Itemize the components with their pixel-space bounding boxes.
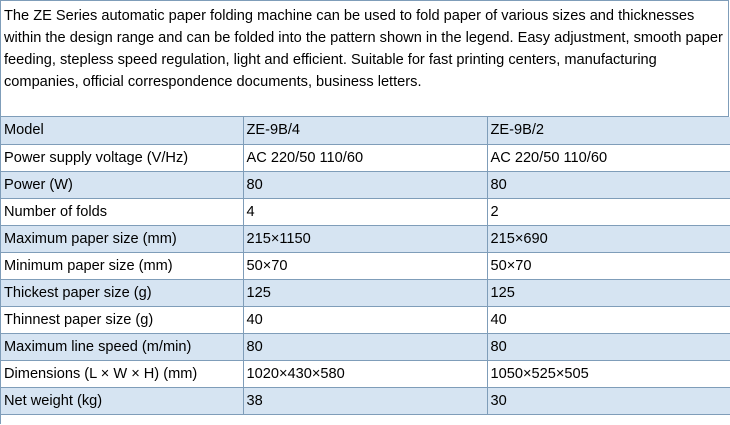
spec-label: Net weight (kg) [1, 387, 243, 414]
spec-value-model-1: 80 [243, 171, 487, 198]
spec-value-model-2: 215×690 [487, 225, 730, 252]
table-row [1, 171, 730, 198]
table-row [1, 333, 730, 360]
spec-value-model-2: AC 220/50 110/60 [487, 144, 730, 171]
spec-value-model-2: 40 [487, 306, 730, 333]
spec-value-model-1: 1020×430×580 [243, 360, 487, 387]
spec-value-model-2: 30 [487, 387, 730, 414]
table-row [1, 225, 730, 252]
spec-label: Thickest paper size (g) [1, 279, 243, 306]
spec-label: Dimensions (L × W × H) (mm) [1, 360, 243, 387]
intro-text: The ZE Series automatic paper folding machine can be used to fold paper of various sizes and thicknesses within the design range and can be folded into the pattern shown in the legend. Easy adjustment, smooth paper feeding, stepless speed regulation, light and efficient. Suitable for fast printing centers, manufacturing companies, official correspondence documents, business letters. [1, 1, 729, 117]
spec-value-model-2: 2 [487, 198, 730, 225]
spec-value-model-1: AC 220/50 110/60 [243, 144, 487, 171]
table-row [1, 117, 730, 144]
spec-value-model-1: 4 [243, 198, 487, 225]
table-row [1, 252, 730, 279]
table-row [1, 144, 730, 171]
spec-value-model-1: 50×70 [243, 252, 487, 279]
spec-value-model-1: 38 [243, 387, 487, 414]
spec-value-model-1: 80 [243, 333, 487, 360]
spec-value-model-2: 50×70 [487, 252, 730, 279]
spec-label: Thinnest paper size (g) [1, 306, 243, 333]
spec-value-model-1: ZE-9B/4 [243, 117, 487, 144]
spec-value-model-2: 125 [487, 279, 730, 306]
table-row [1, 279, 730, 306]
spec-value-model-1: 125 [243, 279, 487, 306]
spec-label: Minimum paper size (mm) [1, 252, 243, 279]
table-row [1, 360, 730, 387]
spec-label: Power (W) [1, 171, 243, 198]
table-row [1, 387, 730, 414]
spec-value-model-1: 215×1150 [243, 225, 487, 252]
table-row [1, 306, 730, 333]
spec-label: Number of folds [1, 198, 243, 225]
spec-value-model-1: 40 [243, 306, 487, 333]
spec-label: Maximum paper size (mm) [1, 225, 243, 252]
spec-table [1, 117, 730, 415]
spec-value-model-2: 80 [487, 333, 730, 360]
spec-value-model-2: ZE-9B/2 [487, 117, 730, 144]
spec-label: Power supply voltage (V/Hz) [1, 144, 243, 171]
spec-label: Model [1, 117, 243, 144]
table-row [1, 198, 730, 225]
spec-value-model-2: 80 [487, 171, 730, 198]
spec-label: Maximum line speed (m/min) [1, 333, 243, 360]
spec-value-model-2: 1050×525×505 [487, 360, 730, 387]
